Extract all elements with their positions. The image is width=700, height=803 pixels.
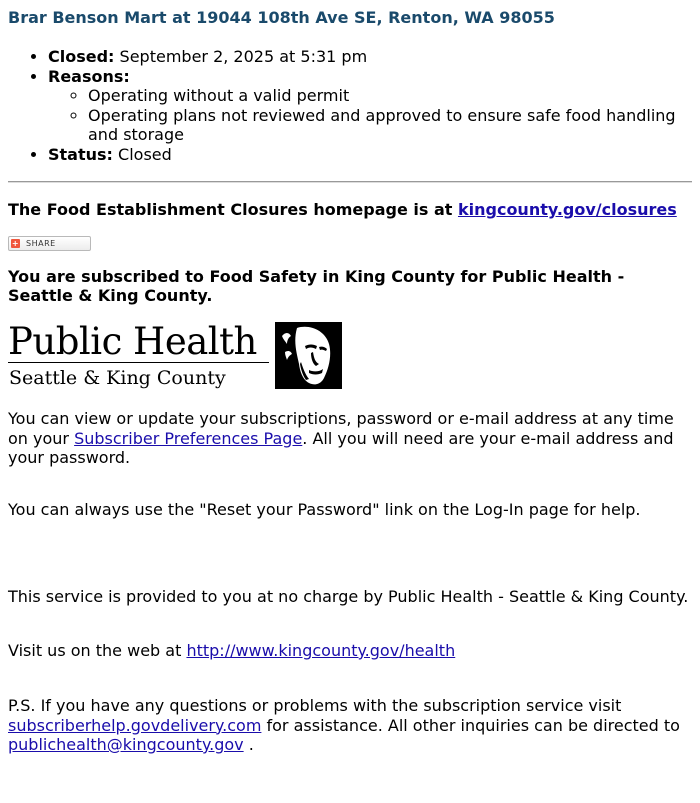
subscriber-help-link[interactable]: subscriberhelp.govdelivery.com	[8, 715, 262, 735]
mlk-portrait-icon	[275, 322, 342, 389]
reasons-item	[48, 67, 692, 145]
subscriber-preferences-link[interactable]: Subscriber Preferences Page	[74, 428, 303, 448]
status-label: Status:	[48, 144, 113, 164]
closed-value: September 2, 2025 at 5:31 pm	[119, 47, 368, 66]
homepage-text: The Food Establishment Closures homepage is at	[8, 200, 453, 219]
ps-text-before: P.S. If you have any questions or problems with the subscription service visit	[8, 696, 622, 715]
logo-title: Public Health	[8, 320, 257, 363]
reason-item: ◦ Operating plans not reviewed and approved to ensure safe food handling and storage	[88, 106, 692, 145]
closure-details-list	[8, 47, 692, 164]
ps-text-middle: for assistance. All other inquiries can be directed to	[266, 715, 680, 735]
subscription-notice: You are subscribed to Food Safety in King County for Public Health - Seattle & King County.	[8, 267, 625, 305]
homepage-line	[8, 200, 677, 220]
reason-item: ◦ Operating without a valid permit	[88, 86, 692, 106]
reasons-label: Reasons:	[48, 66, 130, 86]
public-health-logo	[8, 322, 342, 392]
divider	[8, 181, 692, 183]
visit-paragraph	[8, 641, 692, 661]
publichealth-email-link[interactable]: publichealth@kingcounty.gov	[8, 735, 244, 754]
closures-homepage-link[interactable]: kingcounty.gov/closures	[457, 200, 677, 219]
ps-text-after: .	[248, 735, 254, 754]
visit-text: Visit us on the web at	[8, 641, 182, 660]
service-paragraph: This service is provided to you at no charge by Public Health - Seattle & King County.	[8, 587, 689, 606]
reset-password-paragraph: You can always use the "Reset your Password" link on the Log-In page for help.	[8, 500, 641, 519]
share-plus-icon: +	[11, 239, 20, 248]
establishment-headline: Brar Benson Mart at 19044 108th Ave SE, Renton, WA 98055	[8, 8, 555, 27]
health-website-link[interactable]: http://www.kingcounty.gov/health	[186, 641, 456, 660]
logo-rule	[8, 362, 269, 363]
closed-item	[48, 47, 692, 67]
reasons-list	[48, 86, 692, 145]
share-label: SHARE	[26, 239, 56, 248]
status-value: Closed	[118, 144, 172, 164]
preferences-text-before: You can view or update your subscriptions, password or e-mail address at any time on your	[8, 409, 674, 448]
preferences-paragraph	[8, 409, 692, 468]
closed-label: Closed:	[48, 47, 115, 66]
logo-subtitle: Seattle & King County	[9, 367, 226, 389]
ps-paragraph	[8, 696, 692, 755]
share-button[interactable]	[8, 236, 91, 251]
preferences-text-after: . All you will need are your e-mail address and your password.	[8, 428, 674, 467]
status-item	[48, 145, 692, 165]
